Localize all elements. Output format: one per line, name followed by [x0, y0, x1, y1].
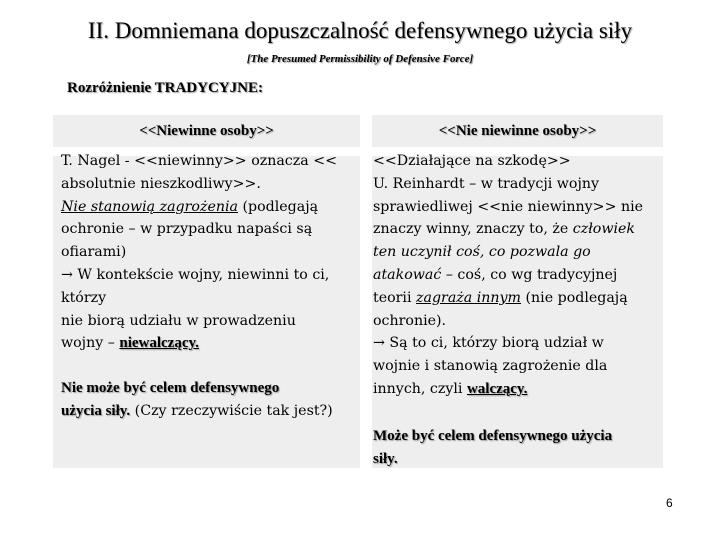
- bold-term: Nie może być celem defensywnego: [61, 380, 280, 397]
- slide-title: II. Domniemana dopuszczalność defensywnego użycia siły: [87, 18, 633, 43]
- emphasis-text: człowiek: [572, 221, 636, 238]
- section-heading: Rozróżnienie TRADYCYJNE:: [67, 80, 263, 96]
- emphasis-text: zagraża innym: [416, 289, 521, 306]
- column-divider: [360, 115, 372, 468]
- cell-innocent: [61, 150, 361, 423]
- text-line: [61, 400, 361, 423]
- text-line: [373, 448, 659, 471]
- column-header-non-innocent: <<Nie niewinne osoby>>: [438, 123, 597, 139]
- text-line: <<Działające na szkodę>>: [373, 153, 571, 169]
- text-line: [373, 425, 659, 448]
- text-line: [61, 332, 361, 355]
- cell-non-innocent: [373, 150, 659, 470]
- text-line: ochronie – w przypadku napaści są: [61, 221, 313, 238]
- text-line: absolutnie nieszkodliwy>>.: [61, 175, 261, 192]
- spacer: [373, 401, 659, 425]
- text-line: ochronie).: [373, 312, 447, 329]
- text-fragment: (nie podlegają: [521, 289, 628, 306]
- text-fragment: – coś, co wg tradycyjnej: [441, 266, 618, 283]
- text-line: sprawiedliwej <<nie niewinny>> nie: [373, 198, 644, 215]
- spacer: [61, 355, 361, 377]
- slide-subtitle: [The Presumed Permissibility of Defensive Force]: [246, 53, 474, 65]
- text-line: T. Nagel - <<niewinny>> oznacza <<: [61, 153, 337, 169]
- comparison-table: [53, 115, 663, 468]
- emphasis-text: atakować: [373, 266, 442, 283]
- emphasis-text: ten uczynił coś, co pozwala go: [373, 244, 591, 261]
- text-line: [373, 264, 659, 287]
- text-fragment: (Czy rzeczywiście tak jest?): [130, 402, 333, 419]
- text-line: U. Reinhardt – w tradycji wojny: [373, 175, 600, 192]
- emphasis-text: Nie stanowią zagrożenia: [61, 198, 238, 215]
- text-line: [61, 196, 361, 219]
- bold-term: użycia siły.: [61, 402, 131, 419]
- text-line: [373, 218, 659, 241]
- text-line: → Są to ci, którzy biorą udział w: [373, 335, 604, 352]
- text-line: wojnie i stanowią zagrożenie dla: [373, 358, 608, 375]
- text-fragment: znaczy winny, znaczy to, że: [373, 221, 573, 238]
- text-line: [373, 287, 659, 310]
- text-fragment: innych, czyli: [373, 380, 467, 397]
- page-number: 6: [666, 496, 673, 510]
- text-line: którzy: [61, 289, 107, 306]
- text-fragment: teorii: [373, 289, 417, 306]
- bold-term: Może być celem defensywnego użycia: [373, 427, 613, 444]
- bold-term: walczący.: [466, 380, 528, 397]
- bold-term: siły.: [373, 450, 398, 467]
- text-line: ofiarami): [61, 244, 127, 261]
- text-line: nie biorą udziału w prowadzeniu: [61, 312, 296, 329]
- text-fragment: (podlegają: [237, 198, 319, 215]
- text-fragment: wojny –: [61, 335, 120, 352]
- text-line: [373, 241, 659, 264]
- text-line: [373, 378, 659, 401]
- column-header-innocent: <<Niewinne osoby>>: [139, 123, 274, 139]
- text-line: → W kontekście wojny, niewinni to ci,: [61, 266, 330, 283]
- text-line: [61, 377, 361, 400]
- bold-term: niewalczący.: [119, 335, 199, 352]
